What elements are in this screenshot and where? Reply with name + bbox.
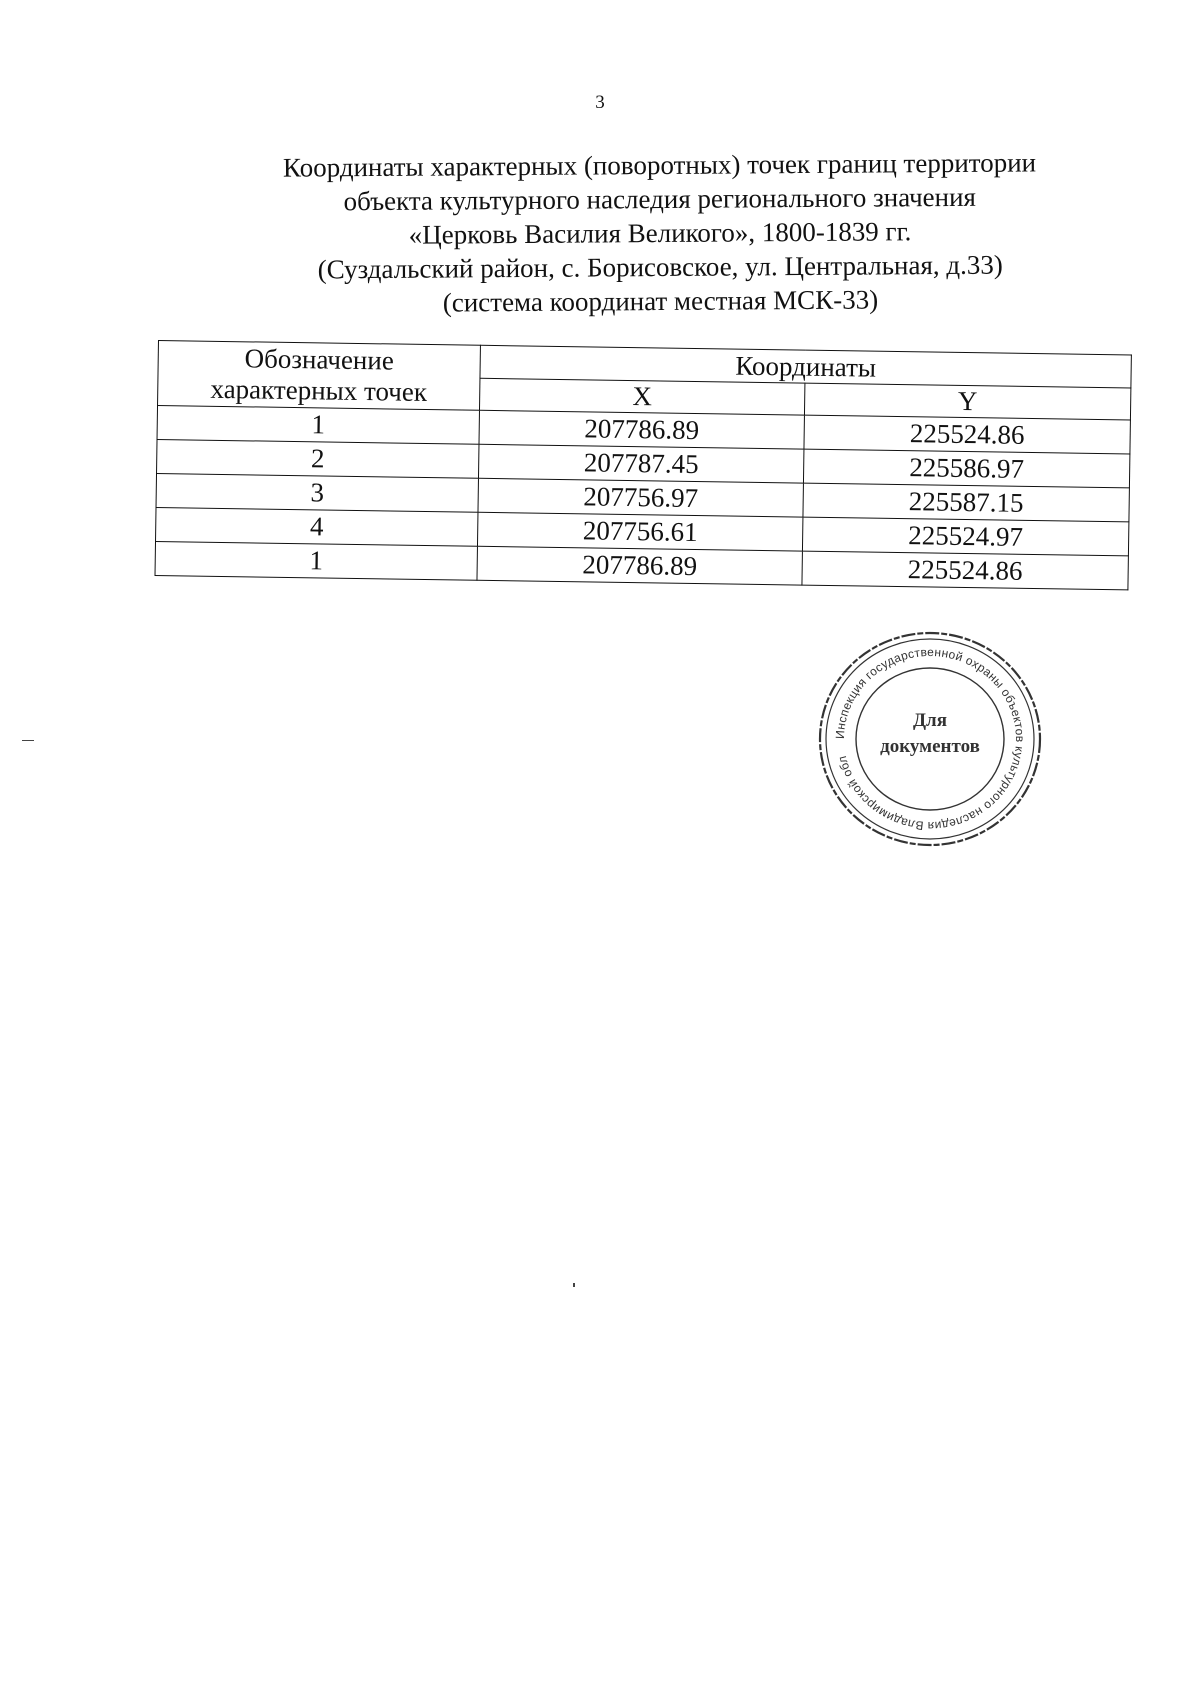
header-y: Y	[804, 383, 1130, 420]
official-stamp	[815, 628, 1045, 850]
cell-point: 4	[156, 507, 478, 546]
stamp-center-line: Для	[912, 710, 947, 731]
cell-point: 1	[155, 541, 477, 580]
title-line: (Суздальский район, с. Борисовское, ул. Центральная, д.33)	[317, 249, 1003, 285]
cell-x: 207786.89	[479, 410, 804, 449]
cell-point: 3	[156, 473, 478, 512]
cell-y: 225524.97	[802, 517, 1128, 556]
header-point-line: Обозначение	[244, 343, 395, 376]
stamp-ring-text: Инспекция государственной охраны объектов культурного наследия Владимирской обл	[832, 644, 1028, 834]
coordinates-table	[154, 340, 1131, 590]
title-line: Координаты характерных (поворотных) точек границ территории	[282, 147, 1037, 183]
cell-y: 225587.15	[803, 483, 1129, 522]
title-line: объекта культурного наследия регионального значения	[343, 181, 977, 217]
cell-x: 207756.97	[478, 478, 803, 517]
cell-x: 207756.61	[477, 512, 802, 551]
cell-point: 2	[157, 439, 479, 478]
header-x: X	[479, 378, 804, 415]
stamp-center-line: документов	[880, 736, 980, 757]
cell-x: 207787.45	[478, 444, 803, 483]
cell-y: 225586.97	[803, 449, 1129, 488]
title-line: «Церковь Василия Великого», 1800-1839 гг.	[408, 216, 912, 250]
cell-y: 225524.86	[802, 551, 1128, 590]
scan-speck	[573, 1283, 575, 1287]
cell-x: 207786.89	[477, 546, 802, 585]
scan-speck	[22, 740, 34, 741]
stamp-center-text	[815, 708, 1045, 760]
title-line: (система координат местная МСК-33)	[442, 284, 879, 318]
page-number: 3	[595, 92, 605, 113]
header-point-line: характерных точек	[210, 373, 428, 407]
header-point-designation	[158, 341, 481, 411]
header-coordinates: Координаты	[480, 345, 1131, 388]
cell-y: 225524.86	[804, 415, 1130, 454]
cell-point: 1	[157, 406, 479, 445]
document-title	[199, 145, 1120, 321]
